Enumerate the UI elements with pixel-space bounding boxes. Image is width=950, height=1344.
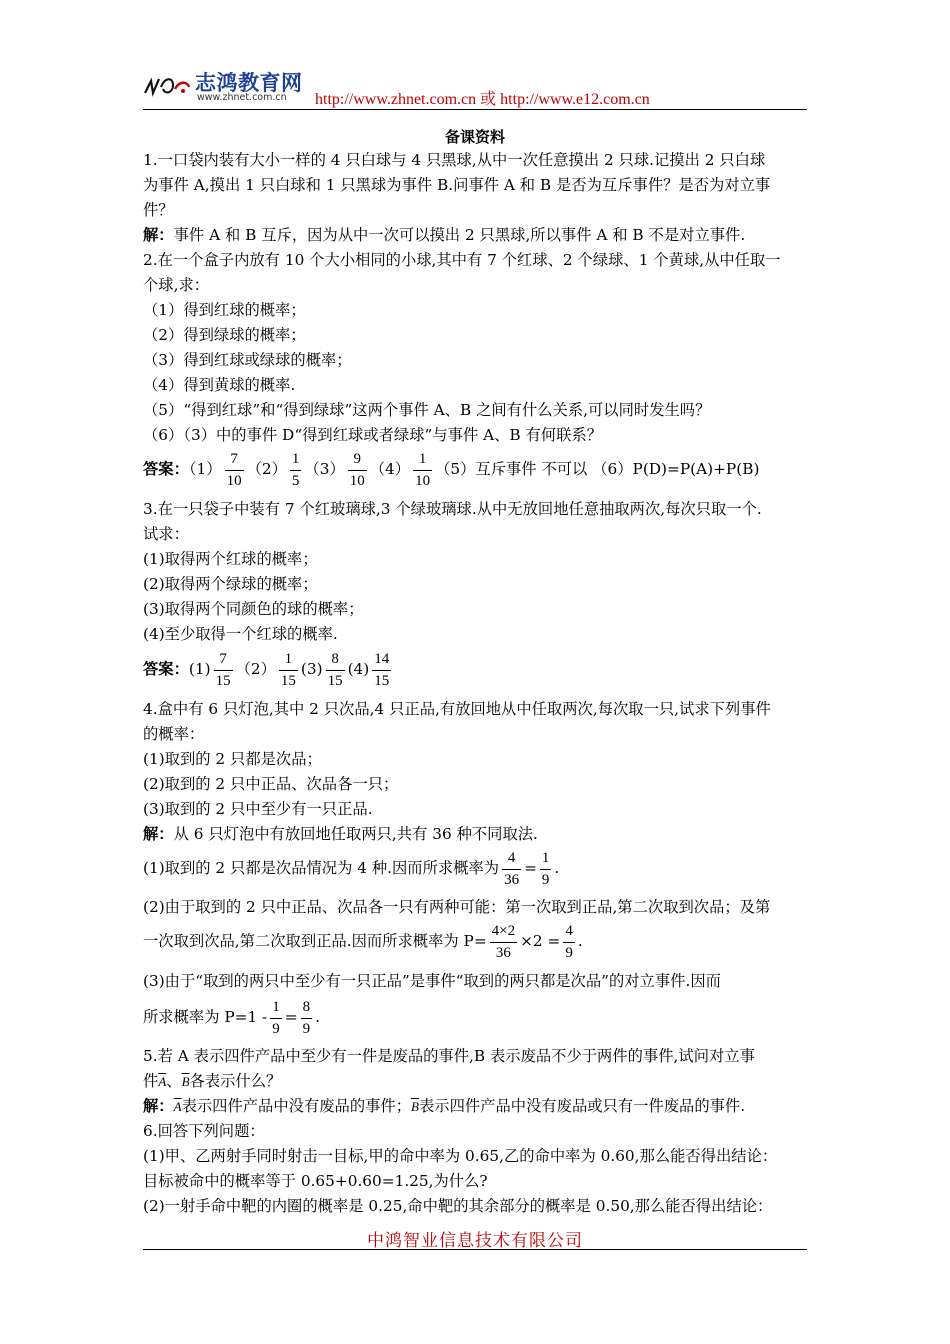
complement-b: $\overline{B}$: [181, 1074, 190, 1089]
footer-company: 中鸿智业信息技术有限公司: [367, 1231, 583, 1251]
logo-url: www.zhnet.com.cn: [197, 92, 287, 103]
q3-part-2: (2)取得两个绿球的概率；: [143, 575, 318, 593]
q2-part-6: （6）（3）中的事件 D“得到红球或者绿球”与事件 A、B 有何联系？: [143, 426, 603, 444]
q2-part-5: （5）“得到红球”和“得到绿球”这两个事件 A、B 之间有什么关系,可以同时发生吗？: [143, 401, 711, 419]
q1-solution-text: 事件 A 和 B 互斥，因为从中一次可以摸出 2 只黑球,所以事件 A 和 B 不是对立事件.: [173, 226, 746, 244]
q4-step-3-line-1: (3)由于“取到的两只中至少有一只正品”是事件“取到的两只都是次品”的对立事件.因而: [143, 972, 721, 990]
link-e12[interactable]: http://www.e12.com.cn: [500, 91, 650, 108]
q5-line-1: 5.若 A 表示四件产品中至少有一件是废品的事件,B 表示废品不少于两件的事件,试问对立事: [143, 1047, 755, 1065]
fraction: $\frac{1}{5}$: [291, 450, 300, 489]
fraction: $\frac{4}{36}$: [504, 849, 520, 888]
site-logo[interactable]: [143, 66, 315, 106]
solution-label: 解：: [143, 1097, 174, 1115]
q2-part-1: （1）得到红球的概率；: [143, 301, 306, 319]
fraction: $\frac{1}{9}$: [541, 849, 550, 888]
complement-a: $\overline{A}$: [158, 1074, 167, 1089]
q1-line-1: 1.一口袋内装有大小一样的 4 只白球与 4 只黑球,从中一次任意摸出 2 只球.记摸出 2 只白球: [143, 151, 766, 169]
q1-line-2: 为事件 A,摸出 1 只白球和 1 只黑球为事件 B.问事件 A 和 B 是否为互斥事件？是否为对立事: [143, 176, 771, 194]
fraction: $\frac{7}{15}$: [215, 650, 231, 689]
q1-solution: [143, 225, 745, 245]
fraction: $\frac{7}{10}$: [226, 450, 242, 489]
page-header: [143, 66, 807, 110]
q3-part-1: (1)取得两个红球的概率；: [143, 550, 318, 568]
q4-line-1: 4.盒中有 6 只灯泡,其中 2 只次品,4 只正品,有放回地从中任取两次,每次取一只,试求下列事件: [143, 700, 771, 718]
q2-answer: 答案：（1） $\frac{7}{10}$ （2） $\frac{1}{5}$ （3） $\frac{9}{10}$ （4） $\frac{1}{10}$ （5）互斥事件 不可以 （6）P(D)=P(A)+P(B): [143, 450, 760, 489]
logo-swirl-icon: [143, 75, 193, 97]
complement-a: $\overline{A}$: [173, 1099, 182, 1114]
fraction: $\frac{1}{9}$: [272, 998, 280, 1037]
q3-part-4: (4)至少取得一个红球的概率.: [143, 625, 338, 643]
document-title: 备课资料: [444, 128, 505, 146]
fraction: $\frac{1}{15}$: [280, 650, 296, 689]
q4-part-2: (2)取到的 2 只中正品、次品各一只；: [143, 775, 399, 793]
q6-line-4: (2)一射手命中靶的内圈的概率是 0.25,命中靶的其余部分的概率是 0.50,那么能否得出结论：: [143, 1197, 773, 1215]
link-separator: 或: [476, 91, 501, 108]
complement-b: $\overline{B}$: [411, 1099, 419, 1114]
solution-label: 解：: [143, 825, 174, 843]
q3-part-3: (3)取得两个同颜色的球的概率；: [143, 600, 364, 618]
q1-line-3: 件？: [143, 201, 174, 219]
q2-line-2: 个球,求：: [143, 276, 210, 294]
solution-label: 解：: [143, 226, 174, 244]
q3-line-2: 试求：: [143, 525, 189, 543]
q4-step-2-line-1: (2)由于取到的 2 只中正品、次品各一只有两种可能：第一次取到正品,第二次取到次品；及第: [143, 898, 771, 916]
fraction: $\frac{8}{9}$: [302, 998, 311, 1037]
link-zhnet[interactable]: http://www.zhnet.com.cn: [315, 91, 477, 108]
header-links: [315, 86, 650, 109]
q3-answer: 答案：(1) $\frac{7}{15}$ （2） $\frac{1}{15}$ (3) $\frac{8}{15}$ (4) $\frac{14}{15}$: [143, 650, 390, 689]
q4-step-1: (1)取到的 2 只都是次品情况为 4 种.因而所求概率为 $\frac{4}{36}$ = $\frac{1}{9}$ .: [143, 849, 560, 888]
q4-part-3: (3)取到的 2 只中至少有一只正品.: [143, 800, 373, 818]
q2-part-2: （2）得到绿球的概率；: [143, 326, 306, 344]
q6-line-2: (1)甲、乙两射手同时射击一目标,甲的命中率为 0.65,乙的命中率为 0.60,那么能否得出结论：: [143, 1147, 778, 1165]
q4-part-1: (1)取到的 2 只都是次品；: [143, 750, 322, 768]
q5-solution: 解：$\overline{A}$表示四件产品中没有废品的事件；$\overline{B}$表示四件产品中没有废品或只有一件废品的事件.: [143, 1097, 746, 1115]
q4-step-3-line-2: 所求概率为 P=1 - $\frac{1}{9}$ = $\frac{8}{9}$ .: [143, 998, 320, 1037]
header-divider: [143, 109, 807, 110]
q2-line-1: 2.在一个盒子内放有 10 个大小相同的小球,其中有 7 个红球、2 个绿球、1 个黄球,从中任取一: [143, 251, 781, 269]
q6-line-1: 6.回答下列问题：: [143, 1122, 265, 1140]
q4-solution: 解：从 6 只灯泡中有放回地任取两只,共有 36 种不同取法.: [143, 825, 538, 843]
fraction: $\frac{14}{15}$: [374, 650, 390, 689]
fraction: $\frac{9}{10}$: [349, 450, 365, 489]
q2-part-4: （4）得到黄球的概率.: [143, 376, 296, 394]
q6-line-3: 目标被命中的概率等于 0.65+0.60=1.25,为什么?: [143, 1172, 488, 1190]
q4-line-2: 的概率：: [143, 725, 205, 743]
answer-label: 答案：: [143, 460, 189, 478]
fraction: $\frac{4\times 2}{36}$: [491, 922, 516, 961]
q2-part-3: （3）得到红球或绿球的概率；: [143, 351, 352, 369]
answer-label: 答案：: [143, 660, 189, 678]
fraction: $\frac{4}{9}$: [565, 922, 573, 961]
logo-text: 志鸿教育网: [195, 71, 303, 95]
q4-step-2-line-2: 一次取到次品,第二次取到正品.因而所求概率为 P= $\frac{4\times 2}{36}$ ×2 = $\frac{4}{9}$ .: [143, 922, 583, 961]
q3-line-1: 3.在一只袋子中装有 7 个红玻璃球,3 个绿玻璃球.从中无放回地任意抽取两次,每次只取一个.: [143, 500, 762, 518]
q5-line-2: 件$\overline{A}$、$\overline{B}$各表示什么？: [143, 1072, 282, 1090]
footer-divider: [143, 1249, 807, 1250]
fraction: $\frac{1}{10}$: [415, 450, 431, 489]
fraction: $\frac{8}{15}$: [327, 650, 343, 689]
